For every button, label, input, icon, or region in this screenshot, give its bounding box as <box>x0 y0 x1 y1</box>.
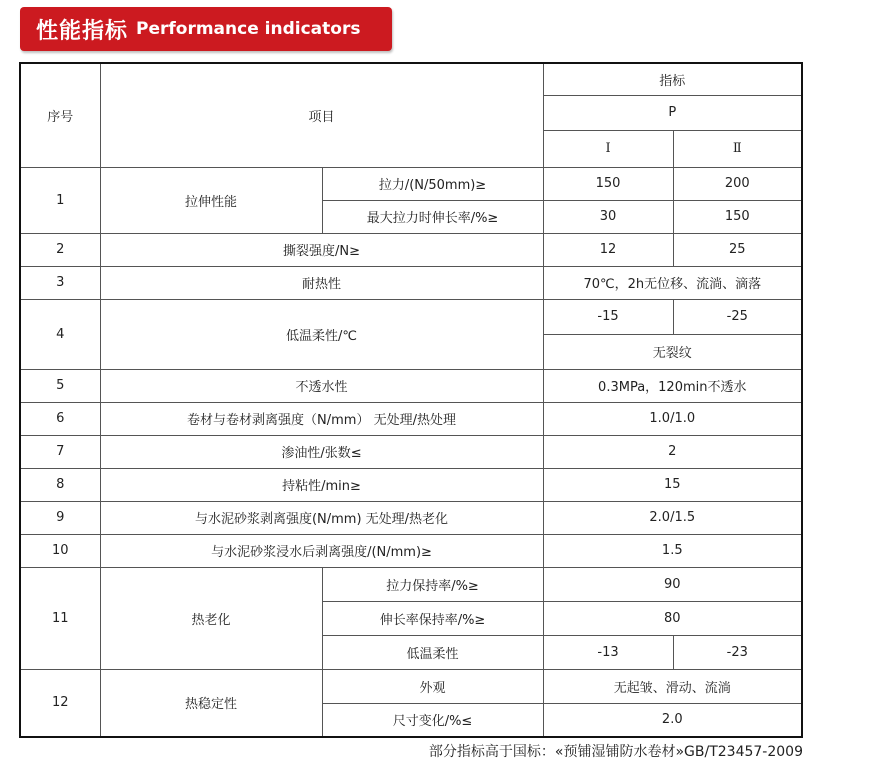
row-value: 80 <box>543 601 802 635</box>
section-header <box>20 7 392 51</box>
row-value: 30 <box>543 200 673 233</box>
row-item: 与水泥砂浆剥离强度(N/mm) 无处理/热老化 <box>100 501 543 534</box>
row-item: 热老化 <box>100 567 322 669</box>
header-indicator: 指标 <box>543 63 802 95</box>
row-subitem: 外观 <box>322 669 543 703</box>
row-subitem: 拉力/(N/50mm)≥ <box>322 167 543 200</box>
row-no: 11 <box>20 567 100 669</box>
row-no: 8 <box>20 468 100 501</box>
row-value: -15 <box>543 299 673 334</box>
row-value: 无裂纹 <box>543 334 802 369</box>
row-no: 1 <box>20 167 100 233</box>
row-item: 撕裂强度/N≥ <box>100 233 543 266</box>
table-row <box>20 534 802 567</box>
row-value: 1.0/1.0 <box>543 402 802 435</box>
section-title-en: Performance indicators <box>136 19 361 39</box>
row-item: 拉伸性能 <box>100 167 322 233</box>
row-item: 渗油性/张数≤ <box>100 435 543 468</box>
header-item: 项目 <box>100 63 543 167</box>
row-subitem: 低温柔性 <box>322 635 543 669</box>
header-grade-2: Ⅱ <box>673 130 802 167</box>
table-row <box>20 669 802 703</box>
row-item: 卷材与卷材剥离强度（N/mm） 无处理/热处理 <box>100 402 543 435</box>
row-no: 9 <box>20 501 100 534</box>
footer-note: 部分指标高于国标：«预铺湿铺防水卷材»GB/T23457-2009 <box>428 744 803 760</box>
row-no: 7 <box>20 435 100 468</box>
table-header-row <box>20 63 802 95</box>
row-item: 热稳定性 <box>100 669 322 737</box>
table-row <box>20 369 802 402</box>
table-row <box>20 435 802 468</box>
row-value: 无起皱、滑动、流淌 <box>543 669 802 703</box>
row-value: 0.3MPa，120min不透水 <box>543 369 802 402</box>
row-value: -25 <box>673 299 802 334</box>
row-value: 200 <box>673 167 802 200</box>
row-value: 2 <box>543 435 802 468</box>
row-subitem: 拉力保持率/%≥ <box>322 567 543 601</box>
row-value: 150 <box>673 200 802 233</box>
header-type: P <box>543 95 802 130</box>
row-item: 不透水性 <box>100 369 543 402</box>
row-no: 2 <box>20 233 100 266</box>
row-no: 4 <box>20 299 100 369</box>
table-row <box>20 468 802 501</box>
row-value: 12 <box>543 233 673 266</box>
row-value: -23 <box>673 635 802 669</box>
row-no: 3 <box>20 266 100 299</box>
table-row <box>20 501 802 534</box>
table-row <box>20 233 802 266</box>
header-no: 序号 <box>20 63 100 167</box>
header-grade-1: I <box>543 130 673 167</box>
row-value: 90 <box>543 567 802 601</box>
table-row <box>20 299 802 334</box>
row-no: 6 <box>20 402 100 435</box>
row-value: 1.5 <box>543 534 802 567</box>
table-row <box>20 567 802 601</box>
row-no: 5 <box>20 369 100 402</box>
row-item: 低温柔性/℃ <box>100 299 543 369</box>
performance-table <box>19 62 803 738</box>
row-value: 150 <box>543 167 673 200</box>
row-item: 持粘性/min≥ <box>100 468 543 501</box>
row-item: 耐热性 <box>100 266 543 299</box>
row-value: -13 <box>543 635 673 669</box>
row-value: 25 <box>673 233 802 266</box>
row-subitem: 伸长率保持率/%≥ <box>322 601 543 635</box>
row-no: 10 <box>20 534 100 567</box>
row-item: 与水泥砂浆浸水后剥离强度/(N/mm)≥ <box>100 534 543 567</box>
row-value: 15 <box>543 468 802 501</box>
row-no: 12 <box>20 669 100 737</box>
row-value: 2.0 <box>543 703 802 737</box>
table-row <box>20 167 802 200</box>
row-subitem: 尺寸变化/%≤ <box>322 703 543 737</box>
row-subitem: 最大拉力时伸长率/%≥ <box>322 200 543 233</box>
table-row <box>20 402 802 435</box>
section-title-cn: 性能指标 <box>36 18 129 44</box>
row-value: 70℃，2h无位移、流淌、滴落 <box>543 266 802 299</box>
table-row <box>20 266 802 299</box>
row-value: 2.0/1.5 <box>543 501 802 534</box>
